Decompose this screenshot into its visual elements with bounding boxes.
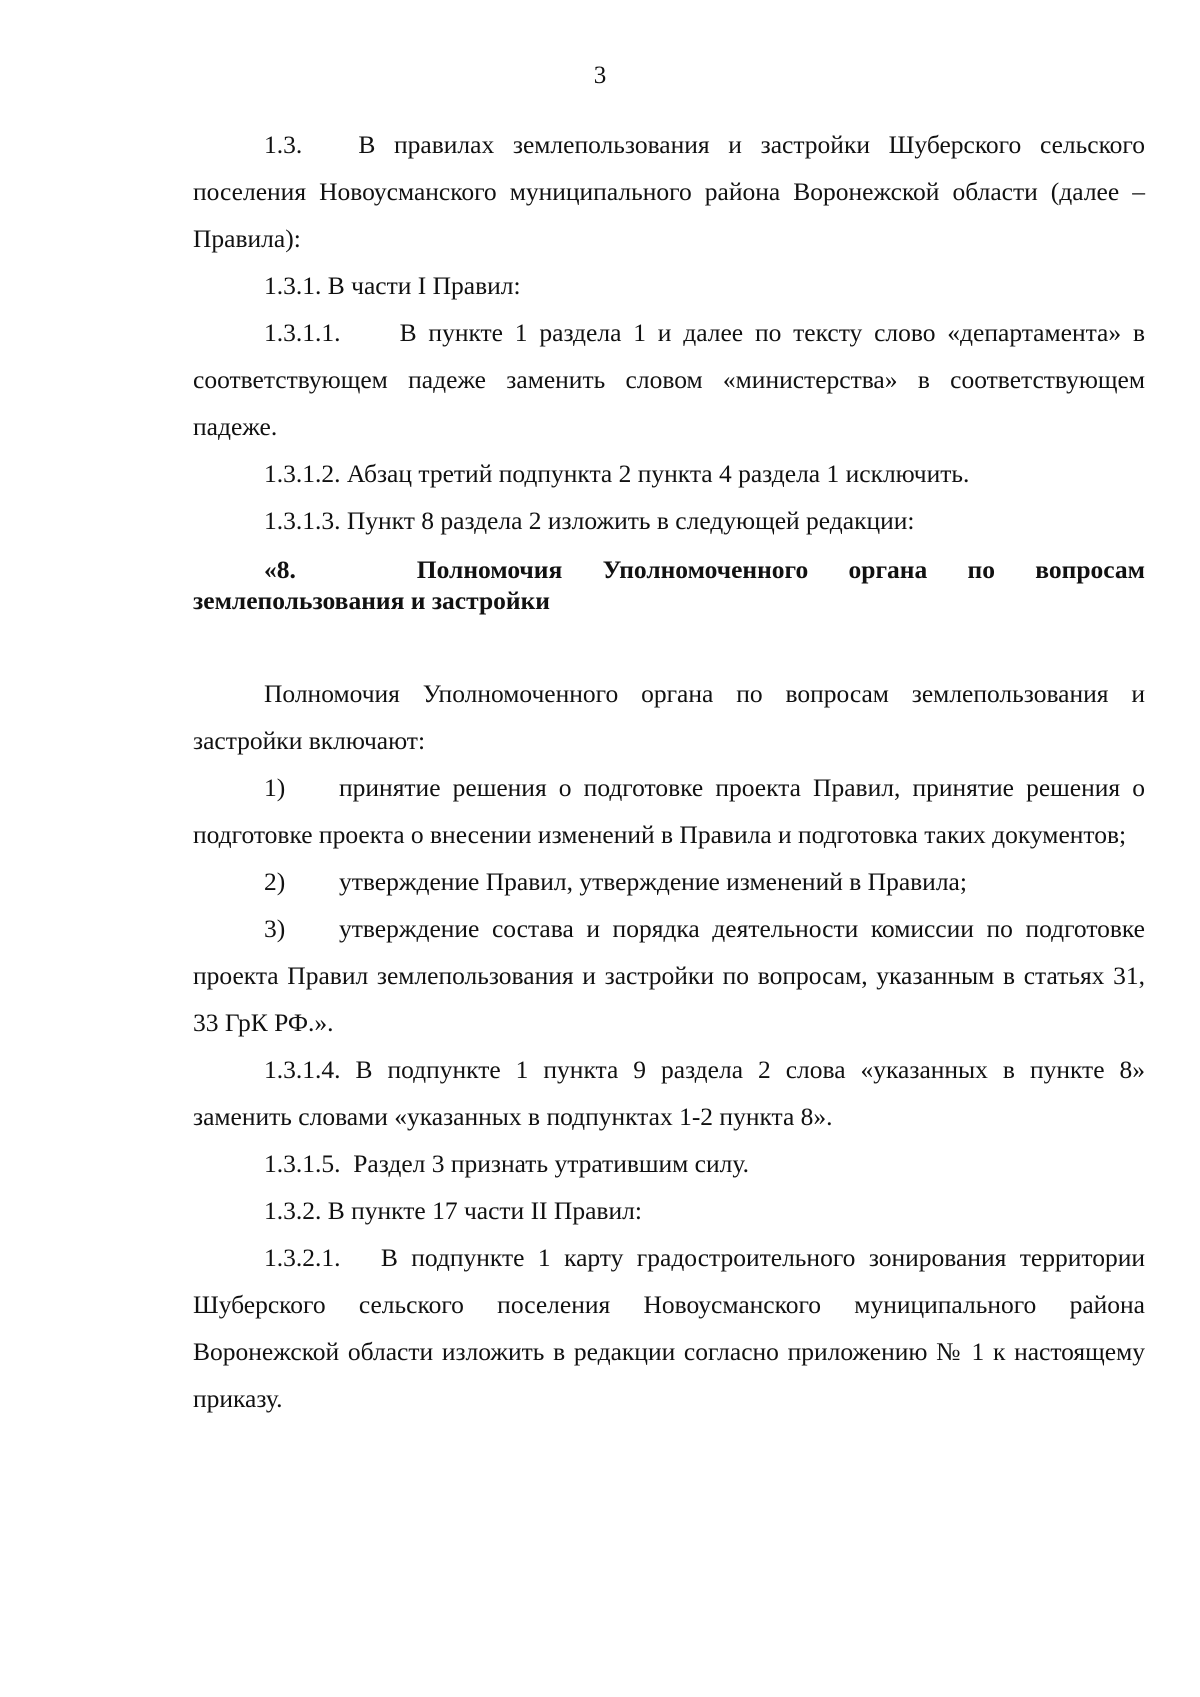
paragraph-intro: Полномочия Уполномоченного органа по вопросам землепользования и застройки включают: [193, 679, 1145, 755]
paragraph-1-3-1: 1.3.1. В части I Правил: [264, 271, 521, 300]
list-item-2-text: утверждение Правил, утверждение изменений в Правила; [339, 867, 967, 896]
document-body [193, 121, 1145, 1422]
list-item-2-number: 2) [264, 867, 286, 896]
page-number: 3 [593, 62, 607, 89]
list-item-1 [193, 764, 1145, 858]
list-item-2 [193, 858, 1145, 905]
list-item-3-number: 3) [264, 914, 286, 943]
section-heading-line2: землепользования и застройки [193, 586, 550, 615]
paragraph-1-3-1-2: 1.3.1.2. Абзац третий подпункта 2 пункта 4 раздела 1 исключить. [264, 459, 970, 488]
section-heading [193, 554, 1145, 616]
list-item-1-text: принятие решения о подготовке проекта Правил, принятие решения о подготовке проекта о внесении изменений в Правила и подготовка таких документов; [193, 773, 1145, 849]
paragraph-1-3-1-3: 1.3.1.3. Пункт 8 раздела 2 изложить в следующей редакции: [264, 506, 915, 535]
paragraph-1-3-2-1: 1.3.2.1. В подпункте 1 карту градостроительного зонирования территории Шуберского сельского поселения Новоусманского муниципального района Воронежской области изложить в редакции согласно приложению № 1 к настоящему приказу. [193, 1243, 1145, 1413]
paragraph-1-3-1-5: 1.3.1.5. Раздел 3 признать утратившим силу. [264, 1149, 749, 1178]
list-item-3 [193, 905, 1145, 1046]
list-item-1-number: 1) [264, 773, 286, 802]
paragraph-1-3-1-4: 1.3.1.4. В подпункте 1 пункта 9 раздела 2 слова «указанных в пункте 8» заменить словами «указанных в подпунктах 1-2 пункта 8». [193, 1055, 1145, 1131]
paragraph-1-3: 1.3. В правилах землепользования и застройки Шуберского сельского поселения Новоусманского муниципального района Воронежской области (далее – Правила): [193, 130, 1145, 253]
section-heading-line1: «8. Полномочия Уполномоченного органа по вопросам [264, 555, 1145, 584]
paragraph-1-3-2: 1.3.2. В пункте 17 части II Правил: [264, 1196, 642, 1225]
list-item-3-text: утверждение состава и порядка деятельности комиссии по подготовке проекта Правил землепользования и застройки по вопросам, указанным в статьях 31, 33 ГрК РФ.». [193, 914, 1145, 1037]
paragraph-1-3-1-1: 1.3.1.1. В пункте 1 раздела 1 и далее по тексту слово «департамента» в соответствующем падеже заменить словом «министерства» в соответствующем падеже. [193, 318, 1145, 441]
